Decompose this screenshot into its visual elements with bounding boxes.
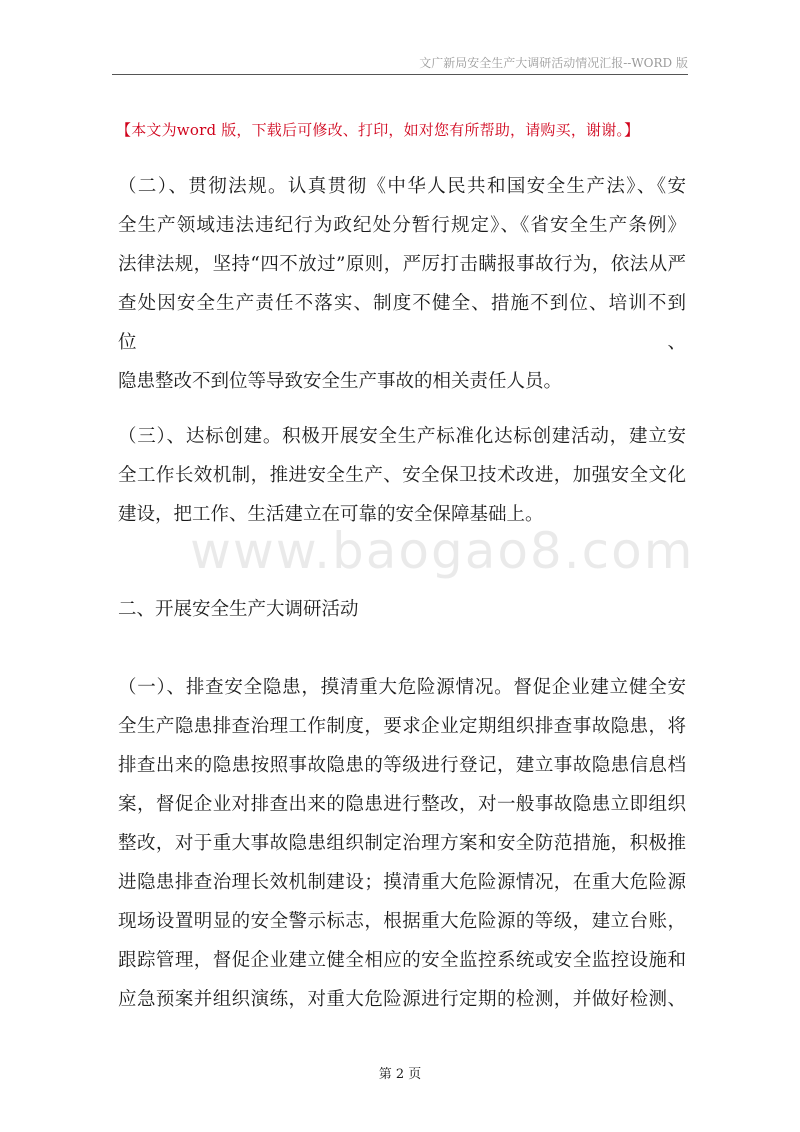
text-line: 隐患整改不到位等导致安全生产事故的相关责任人员。	[118, 371, 563, 392]
text-line: （一）、排查安全隐患，摸清重大危险源情况。督促企业建立健全安	[118, 677, 686, 698]
text-line: 全生产领域违法违纪行为政纪处分暂行规定》、《省安全生产条例》	[118, 215, 686, 236]
text-line: （二）、贯彻法规。认真贯彻《中华人民共和国安全生产法》、《安	[118, 176, 686, 197]
document-title: 文广新局安全生产大调研活动情况汇报--WORD 版	[419, 56, 688, 70]
text-line: 案，督促企业对排查出来的隐患进行整改，对一般事故隐患立即组织	[118, 794, 686, 815]
text-line: 进隐患排查治理长效机制建设；摸清重大危险源情况，在重大危险源	[118, 872, 686, 893]
paragraph-implement-regulations	[118, 167, 686, 401]
text-line: 排查出来的隐患按照事故隐患的等级进行登记，建立事故隐患信息档	[118, 755, 686, 776]
heading-text: 二、开展安全生产大调研活动	[118, 599, 359, 620]
text-line: 查处因安全生产责任不落实、制度不健全、措施不到位、培训不到位、	[118, 293, 686, 353]
paragraph-hazard-investigation	[118, 668, 686, 1019]
text-line: （三）、达标创建。积极开展安全生产标准化达标创建活动，建立安	[118, 426, 686, 447]
page-number: 第 2 页	[378, 1067, 422, 1082]
watermark: www.baogao8.com	[190, 522, 695, 580]
text-line: 整改，对于重大事故隐患组织制定治理方案和安全防范措施，积极推	[118, 833, 686, 854]
text-line: 跟踪管理，督促企业建立健全相应的安全监控系统或安全监控设施和	[118, 950, 686, 971]
text-line: 全工作长效机制，推进安全生产、安全保卫技术改进，加强安全文化	[118, 465, 686, 486]
section-heading	[118, 590, 686, 629]
page-header	[112, 50, 688, 75]
text-line: 现场设置明显的安全警示标志，根据重大危险源的等级，建立台账，	[118, 911, 686, 932]
paragraph-standardization	[118, 417, 686, 534]
text-line: 建设，把工作、生活建立在可靠的安全保障基础上。	[118, 504, 544, 525]
purchase-notice: 【本文为word 版，下载后可修改、打印，如对您有所帮助，请购买，谢谢。】	[116, 121, 640, 139]
text-line: 全生产隐患排查治理工作制度，要求企业定期组织排查事故隐患，将	[118, 716, 686, 737]
text-line: 法律法规，坚持“四不放过”原则，严厉打击瞒报事故行为，依法从严	[118, 254, 686, 275]
text-line: 应急预案并组织演练，对重大危险源进行定期的检测，并做好检测、	[118, 989, 686, 1010]
